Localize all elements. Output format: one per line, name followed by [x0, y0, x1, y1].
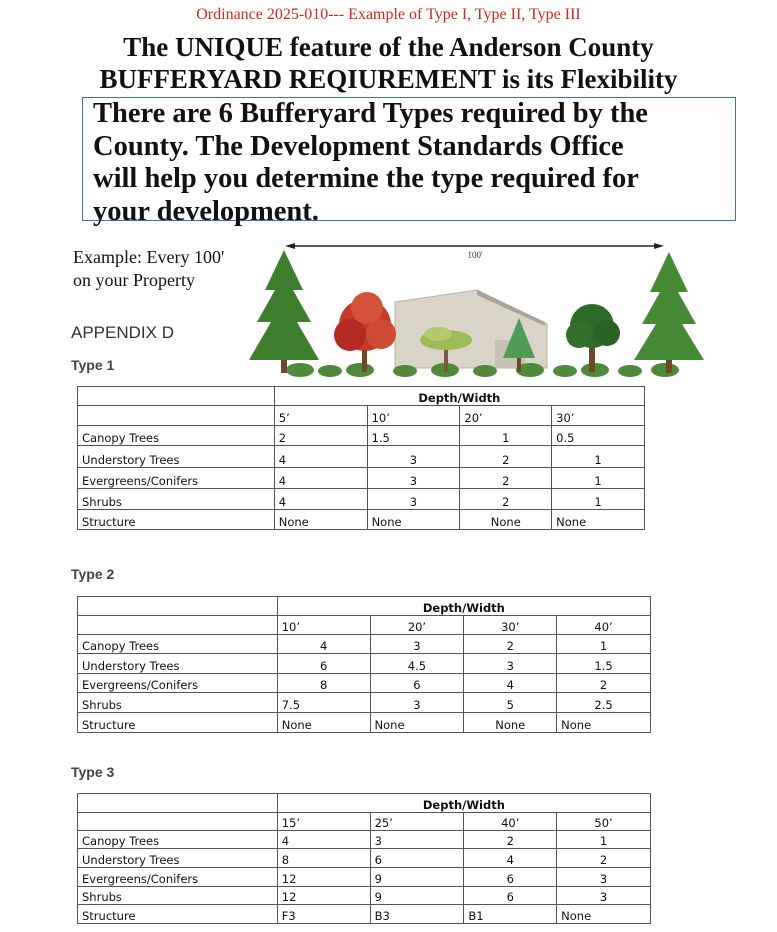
row-label: Understory Trees: [78, 654, 278, 674]
depth-cell: 10’: [277, 616, 370, 635]
conifer-tree-right-icon: [634, 252, 704, 373]
row-label: Evergreens/Conifers: [78, 674, 278, 693]
table-row: [78, 510, 645, 530]
depth-width-header: Depth/Width: [274, 387, 644, 406]
value-cell: 1: [557, 831, 651, 849]
callout-line-2: County. The Development Standards Office: [93, 130, 624, 162]
value-cell: 1: [552, 468, 645, 489]
value-cell: F3: [277, 905, 370, 924]
title-line-1: The UNIQUE feature of the Anderson County: [123, 32, 654, 62]
type-3-label: Type 3: [71, 764, 115, 780]
table-row: [78, 489, 645, 510]
type-1-label: Type 1: [71, 357, 115, 373]
value-cell: 4: [277, 831, 370, 849]
value-cell: 1.5: [367, 426, 460, 446]
value-cell: None: [464, 713, 557, 733]
value-cell: 1: [552, 446, 645, 468]
type-3-table: [77, 793, 651, 924]
value-cell: 2: [557, 674, 651, 693]
value-cell: B1: [464, 905, 557, 924]
row-label: Structure: [78, 510, 275, 530]
row-label: Understory Trees: [78, 849, 278, 868]
table-row: [78, 713, 651, 733]
value-cell: 2: [460, 489, 552, 510]
row-label: Shrubs: [78, 887, 278, 905]
row-label: Shrubs: [78, 693, 278, 713]
value-cell: None: [277, 713, 370, 733]
value-cell: 6: [370, 674, 464, 693]
row-label: Understory Trees: [78, 446, 275, 468]
row-label: Canopy Trees: [78, 426, 275, 446]
depth-cell: 20’: [370, 616, 464, 635]
conifer-tree-left-icon: [249, 250, 319, 373]
value-cell: 6: [370, 849, 464, 868]
value-cell: 3: [367, 468, 460, 489]
value-cell: 4: [464, 849, 557, 868]
red-maple-tree-icon: [334, 292, 396, 372]
depth-cell: 40’: [464, 813, 557, 831]
depth-cell: 10’: [367, 406, 460, 426]
example-line-2: on your Property: [73, 270, 195, 290]
table-row: [78, 693, 651, 713]
table-row: [78, 426, 645, 446]
value-cell: 6: [464, 887, 557, 905]
page-title: [0, 31, 777, 95]
title-line-2: BUFFERYARD REQIUREMENT is its Flexibility: [99, 64, 678, 94]
table-row: [78, 468, 645, 489]
value-cell: None: [557, 905, 651, 924]
table-row: [78, 674, 651, 693]
value-cell: 2: [557, 849, 651, 868]
depth-cell: 25’: [370, 813, 464, 831]
value-cell: 1: [552, 489, 645, 510]
callout-box: [82, 97, 736, 227]
value-cell: 2.5: [557, 693, 651, 713]
table-corner-cell: [78, 794, 278, 813]
callout-line-3: will help you determine the type required for: [93, 163, 639, 194]
table-row: [78, 831, 651, 849]
ordinance-subtitle: Ordinance 2025-010--- Example of Type I, Type II, Type III: [196, 6, 581, 23]
value-cell: 12: [277, 868, 370, 887]
row-label: Shrubs: [78, 489, 275, 510]
distance-label: 100': [467, 250, 483, 260]
value-cell: 4.5: [370, 654, 464, 674]
value-cell: 3: [370, 831, 464, 849]
value-cell: 9: [370, 868, 464, 887]
row-label: Evergreens/Conifers: [78, 868, 278, 887]
value-cell: 7.5: [277, 693, 370, 713]
row-label: Structure: [78, 713, 278, 733]
value-cell: 3: [557, 868, 651, 887]
value-cell: 2: [274, 426, 367, 446]
depth-cell: 30’: [464, 616, 557, 635]
depth-width-header: Depth/Width: [277, 597, 650, 616]
depth-cell: 15’: [277, 813, 370, 831]
value-cell: 9: [370, 887, 464, 905]
value-cell: 8: [277, 674, 370, 693]
value-cell: 4: [274, 446, 367, 468]
bufferyard-illustration: [245, 240, 707, 382]
value-cell: 5: [464, 693, 557, 713]
table-corner-cell: [78, 387, 275, 406]
value-cell: 3: [367, 489, 460, 510]
value-cell: 1: [460, 426, 552, 446]
value-cell: None: [552, 510, 645, 530]
depth-cell: 50’: [557, 813, 651, 831]
value-cell: None: [274, 510, 367, 530]
type-2-label: Type 2: [71, 566, 115, 582]
table-row: [78, 654, 651, 674]
depth-width-header: Depth/Width: [277, 794, 650, 813]
row-label: Canopy Trees: [78, 831, 278, 849]
value-cell: 0.5: [552, 426, 645, 446]
value-cell: None: [460, 510, 552, 530]
value-cell: 6: [464, 868, 557, 887]
callout-line-1: There are 6 Bufferyard Types required by the: [93, 98, 648, 129]
row-label: Canopy Trees: [78, 635, 278, 654]
value-cell: 8: [277, 849, 370, 868]
value-cell: None: [370, 713, 464, 733]
row-label: Evergreens/Conifers: [78, 468, 275, 489]
table-row: [78, 887, 651, 905]
value-cell: 12: [277, 887, 370, 905]
row-label: Structure: [78, 905, 278, 924]
type-2-table: [77, 596, 651, 733]
depth-cell: 20’: [460, 406, 552, 426]
value-cell: 2: [464, 635, 557, 654]
value-cell: 1: [557, 635, 651, 654]
table-row: [78, 905, 651, 924]
value-cell: 4: [277, 635, 370, 654]
depth-cell: 30’: [552, 406, 645, 426]
value-cell: 3: [557, 887, 651, 905]
appendix-title: APPENDIX D: [71, 323, 174, 342]
value-cell: 4: [464, 674, 557, 693]
value-cell: 3: [370, 635, 464, 654]
depth-cell: 5’: [274, 406, 367, 426]
example-line-1: Example: Every 100': [73, 247, 225, 267]
depth-cell: 40’: [557, 616, 651, 635]
value-cell: None: [557, 713, 651, 733]
value-cell: 3: [370, 693, 464, 713]
type-1-table: [77, 386, 645, 530]
canopy-tree-icon: [566, 304, 620, 372]
value-cell: 3: [464, 654, 557, 674]
value-cell: B3: [370, 905, 464, 924]
table-corner-cell: [78, 597, 278, 616]
value-cell: 2: [460, 468, 552, 489]
example-note: [73, 246, 224, 292]
table-row: [78, 635, 651, 654]
value-cell: 2: [464, 831, 557, 849]
table-row: [78, 868, 651, 887]
value-cell: 1.5: [557, 654, 651, 674]
table-row: [78, 446, 645, 468]
callout-line-4: your development.: [93, 195, 319, 227]
value-cell: 4: [274, 468, 367, 489]
value-cell: 3: [367, 446, 460, 468]
value-cell: 2: [460, 446, 552, 468]
value-cell: None: [367, 510, 460, 530]
value-cell: 4: [274, 489, 367, 510]
table-row: [78, 849, 651, 868]
value-cell: 6: [277, 654, 370, 674]
